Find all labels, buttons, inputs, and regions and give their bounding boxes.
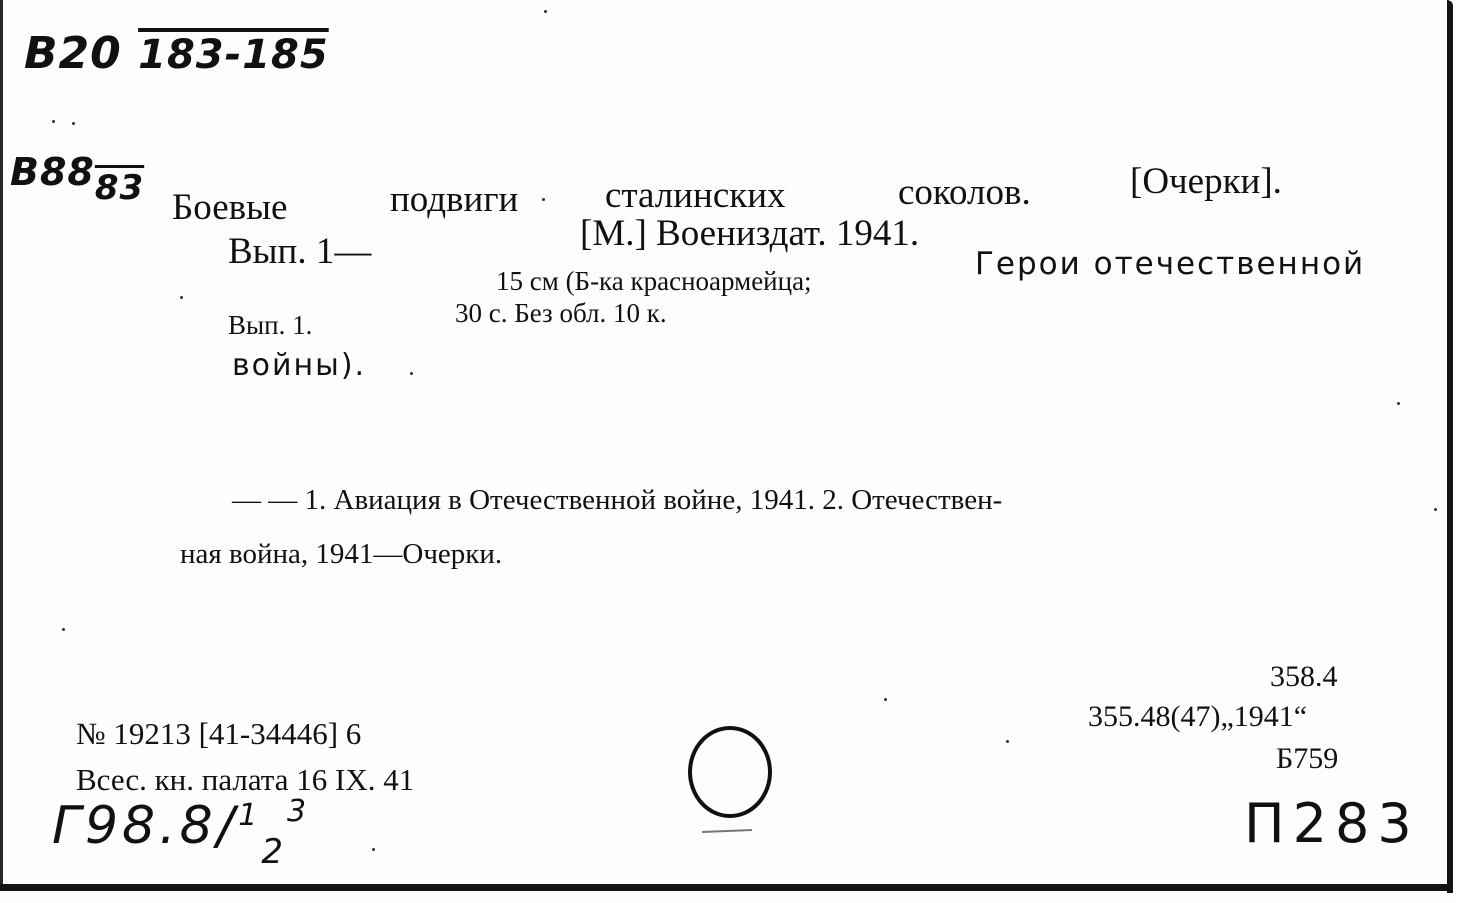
handwritten-bottom-left (52, 794, 311, 872)
issue-label: Вып. 1. (228, 310, 313, 340)
speck (410, 372, 413, 375)
subjects-line-1: — — 1. Авиация в Отечественной войне, 1941. 2. Отечествен- (232, 484, 1003, 516)
chamber-line: Всес. кн. палата 16 IX. 41 (76, 762, 415, 797)
record-number: № 19213 [41-34446] 6 (76, 716, 362, 751)
classification-line-1: 358.4 (1270, 660, 1338, 693)
handwritten-bottom-left-main: Г98.8/ (52, 796, 239, 856)
speck (52, 120, 55, 123)
title-word-1: Боевые (172, 187, 288, 228)
shelf-mark-left-prefix: В88 (10, 150, 95, 194)
speck (62, 628, 65, 631)
classification-line-3: Б759 (1276, 742, 1339, 775)
title-word-4: соколов. (898, 172, 1031, 213)
speck (372, 848, 375, 851)
speck (72, 122, 75, 125)
speck (542, 198, 545, 201)
speck (180, 296, 183, 299)
imprint: [М.] Воениздат. 1941. (580, 213, 920, 254)
series-handwritten-1: Герои отечественной (975, 246, 1366, 282)
shelf-mark-left (10, 150, 145, 208)
shelf-mark-left-number: 83 (94, 168, 145, 208)
handwritten-bottom-left-sup: 1 (238, 798, 262, 833)
shelf-mark-top (24, 28, 329, 79)
series-handwritten-2: войны). (232, 348, 367, 383)
speck (1434, 508, 1437, 511)
card-bottom-edge (0, 884, 1453, 891)
subjects-line-2: ная война, 1941—Очерки. (180, 538, 503, 570)
circle-stamp-icon (680, 722, 780, 842)
title-word-5: [Очерки]. (1130, 161, 1282, 202)
issue-details: 30 с. Без обл. 10 к. (455, 298, 667, 328)
card-left-edge (0, 0, 3, 890)
handwritten-bottom-left-sup2: 3 (287, 794, 311, 829)
title-word-2: подвиги (390, 179, 519, 220)
series-printed: 15 см (Б-ка красноармейца; (496, 266, 812, 296)
title-word-3: сталинских (605, 175, 786, 216)
speck (1006, 740, 1009, 743)
card-outside-area (1453, 0, 1473, 903)
handwritten-bottom-left-sub: 2 (261, 832, 288, 872)
speck (544, 10, 547, 13)
speck (884, 698, 887, 701)
classification-line-2: 355.48(47)„1941“ (1088, 700, 1308, 733)
title-issue: Вып. 1— (228, 231, 372, 272)
shelf-mark-top-number: 183-185 (138, 32, 329, 78)
handwritten-bottom-right: П283 (1244, 792, 1420, 855)
speck (1397, 402, 1400, 405)
shelf-mark-top-prefix: В20 (24, 28, 122, 79)
